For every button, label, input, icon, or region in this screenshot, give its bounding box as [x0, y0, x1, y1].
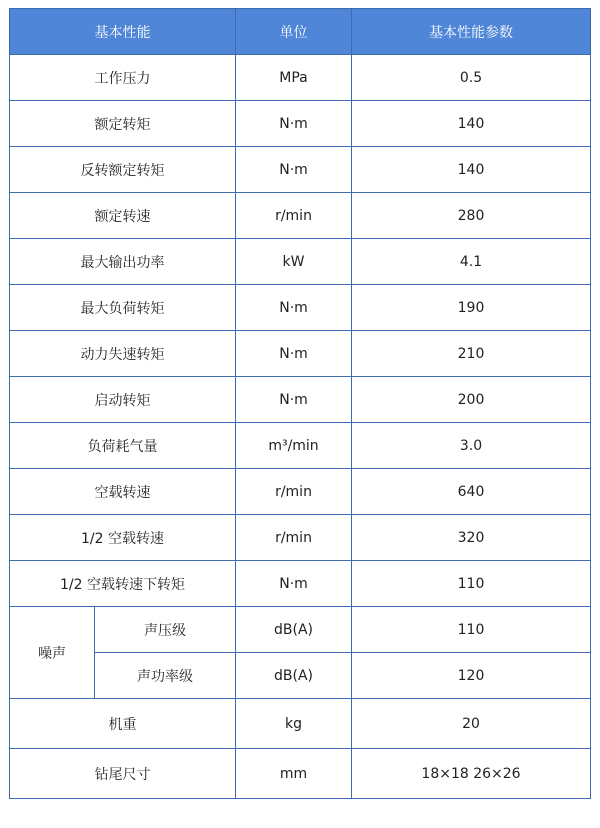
row-value: 110 — [352, 561, 591, 607]
noise-group-label: 噪声 — [10, 607, 95, 699]
row-unit: m³/min — [236, 423, 352, 469]
table-row — [10, 239, 591, 285]
row-value: 140 — [352, 147, 591, 193]
noise-row — [10, 607, 591, 653]
table-row — [10, 331, 591, 377]
row-unit: N·m — [236, 377, 352, 423]
row-unit: r/min — [236, 515, 352, 561]
row-value: 140 — [352, 101, 591, 147]
row-name: 额定转矩 — [10, 101, 236, 147]
row-unit: r/min — [236, 469, 352, 515]
table-row — [10, 285, 591, 331]
noise-sub-name: 声压级 — [95, 607, 236, 653]
row-value: 280 — [352, 193, 591, 239]
row-value: 3.0 — [352, 423, 591, 469]
header-row — [10, 9, 591, 55]
row-value: 4.1 — [352, 239, 591, 285]
row-name: 额定转速 — [10, 193, 236, 239]
table-header — [10, 9, 591, 55]
row-unit: r/min — [236, 193, 352, 239]
row-unit: N·m — [236, 285, 352, 331]
table-row — [10, 749, 591, 799]
row-value: 210 — [352, 331, 591, 377]
row-name: 机重 — [10, 699, 236, 749]
header-performance: 基本性能 — [10, 9, 236, 55]
row-unit: kW — [236, 239, 352, 285]
table-row — [10, 377, 591, 423]
row-value: 0.5 — [352, 55, 591, 101]
row-name: 钻尾尺寸 — [10, 749, 236, 799]
table-row — [10, 147, 591, 193]
table-row — [10, 193, 591, 239]
table-row — [10, 469, 591, 515]
table-body — [10, 55, 591, 799]
row-name: 最大负荷转矩 — [10, 285, 236, 331]
table-row — [10, 55, 591, 101]
row-name: 动力失速转矩 — [10, 331, 236, 377]
row-unit: N·m — [236, 561, 352, 607]
noise-sub-unit: dB(A) — [236, 607, 352, 653]
table-row — [10, 101, 591, 147]
row-unit: N·m — [236, 101, 352, 147]
noise-sub-unit: dB(A) — [236, 653, 352, 699]
row-name: 空载转速 — [10, 469, 236, 515]
header-value: 基本性能参数 — [352, 9, 591, 55]
row-unit: MPa — [236, 55, 352, 101]
row-unit: kg — [236, 699, 352, 749]
row-unit: mm — [236, 749, 352, 799]
row-name: 工作压力 — [10, 55, 236, 101]
row-value: 640 — [352, 469, 591, 515]
row-name: 最大输出功率 — [10, 239, 236, 285]
table-row — [10, 515, 591, 561]
noise-sub-name: 声功率级 — [95, 653, 236, 699]
row-unit: N·m — [236, 331, 352, 377]
row-name: 1/2 空载转速 — [10, 515, 236, 561]
table-row — [10, 561, 591, 607]
row-name: 1/2 空载转速下转矩 — [10, 561, 236, 607]
table-row — [10, 699, 591, 749]
spec-table — [9, 8, 591, 799]
row-name: 负荷耗气量 — [10, 423, 236, 469]
row-unit: N·m — [236, 147, 352, 193]
row-value: 190 — [352, 285, 591, 331]
noise-row — [10, 653, 591, 699]
row-name: 反转额定转矩 — [10, 147, 236, 193]
row-value: 20 — [352, 699, 591, 749]
noise-sub-value: 120 — [352, 653, 591, 699]
row-value: 200 — [352, 377, 591, 423]
table-row — [10, 423, 591, 469]
row-name: 启动转矩 — [10, 377, 236, 423]
header-unit: 单位 — [236, 9, 352, 55]
row-value: 18×18 26×26 — [352, 749, 591, 799]
noise-sub-value: 110 — [352, 607, 591, 653]
row-value: 320 — [352, 515, 591, 561]
